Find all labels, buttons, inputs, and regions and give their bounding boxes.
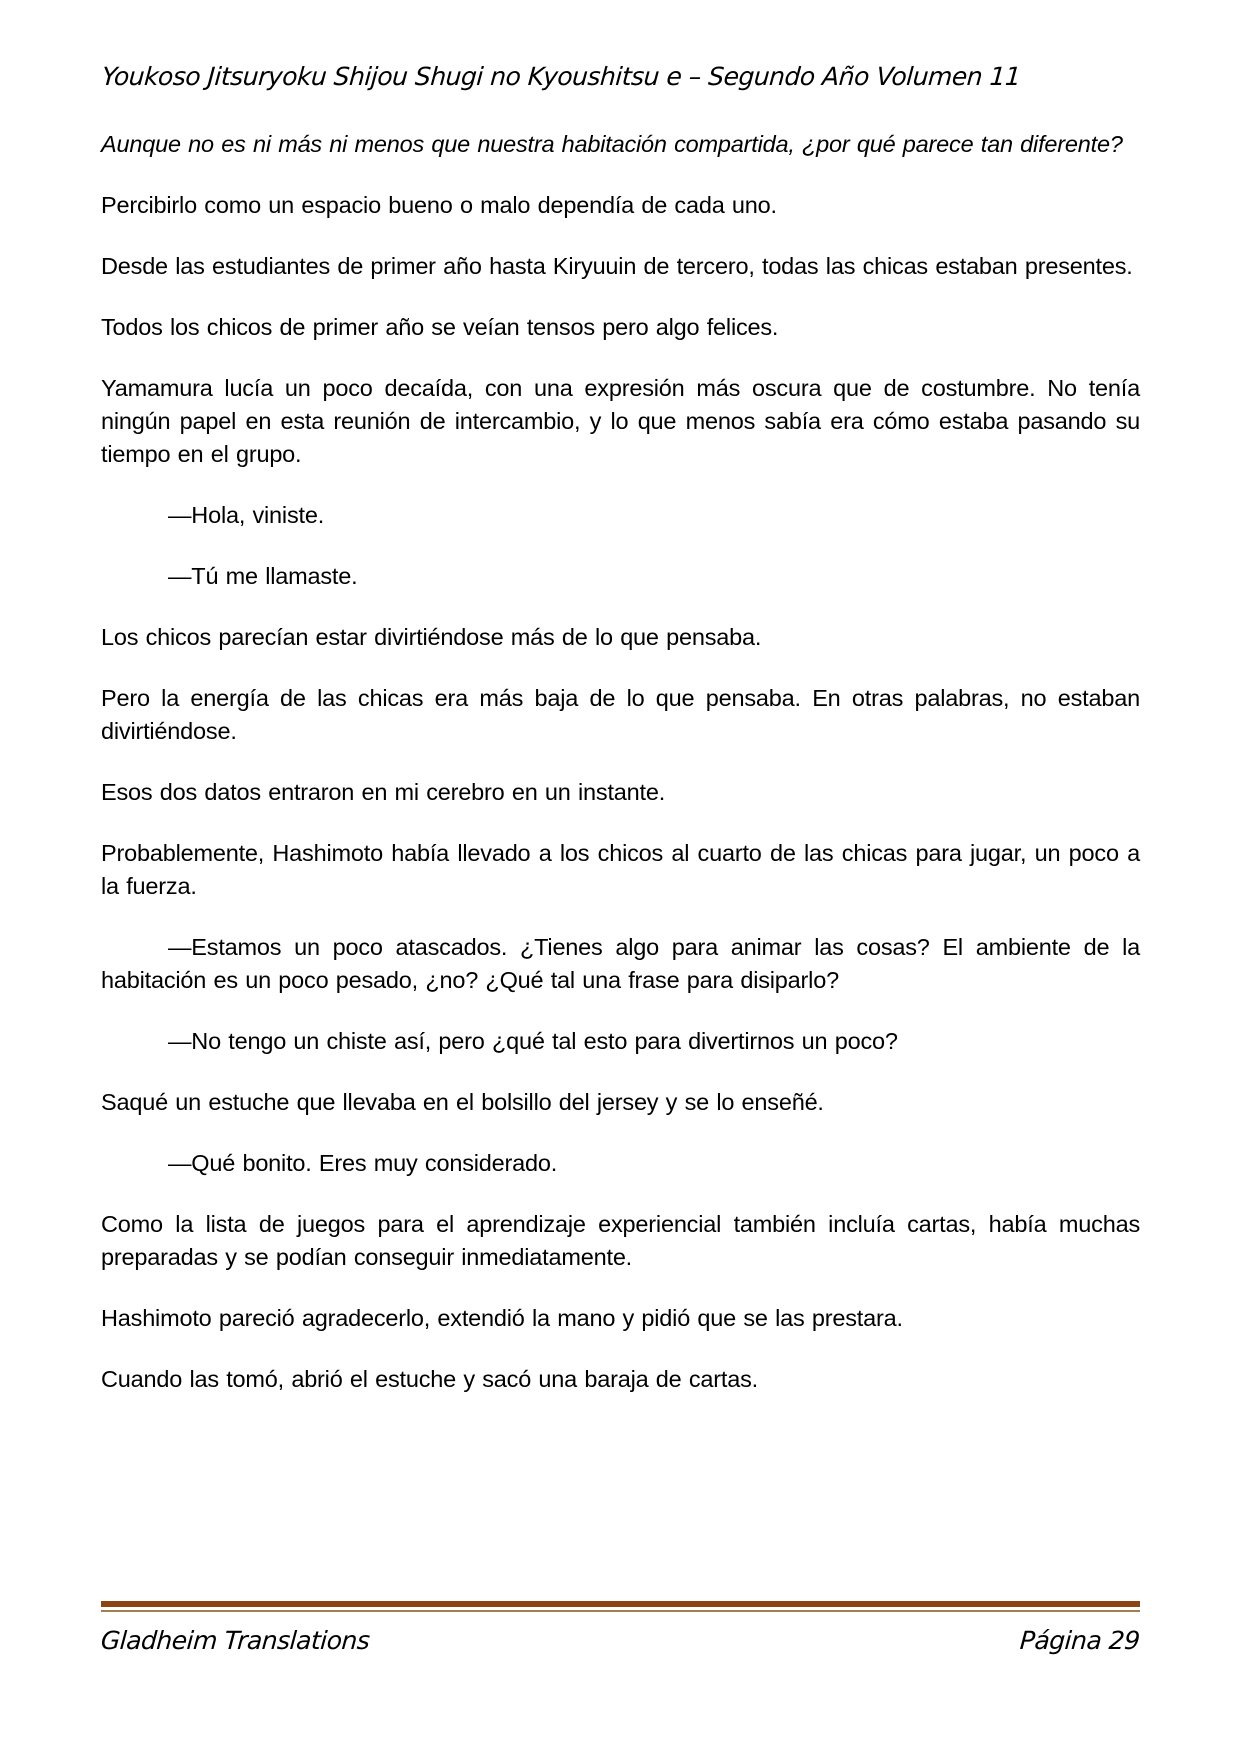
paragraph: Probablemente, Hashimoto había llevado a los chicos al cuarto de las chicas para jugar, un poco a la fuerza. [101,840,1140,899]
body-paragraphs [101,128,1140,1424]
paragraph: —Tú me llamaste. [168,563,358,589]
footer-rule-thin [101,1610,1140,1612]
paragraph: —Qué bonito. Eres muy considerado. [168,1150,558,1176]
page-header-title: Youkoso Jitsuryoku Shijou Shugi no Kyoushitsu e – Segundo Año Volumen 11 [101,62,1022,91]
paragraph: Pero la energía de las chicas era más baja de lo que pensaba. En otras palabras, no estaban divirtiéndose. [101,685,1140,744]
page-footer [101,1601,1140,1655]
footer-rule-thick [101,1601,1140,1607]
paragraph: Hashimoto pareció agradecerlo, extendió la mano y pidió que se las prestara. [101,1305,903,1331]
paragraph: Cuando las tomó, abrió el estuche y sacó una baraja de cartas. [101,1366,758,1392]
footer-brand: Gladheim Translations [99,1626,371,1655]
paragraph: Yamamura lucía un poco decaída, con una expresión más oscura que de costumbre. No tenía ningún papel en esta reunión de intercambio, y lo que menos sabía era cómo estaba pasando su tiempo en el grupo. [101,375,1140,467]
paragraph: —No tengo un chiste así, pero ¿qué tal esto para divertirnos un poco? [168,1028,898,1054]
paragraph: Los chicos parecían estar divirtiéndose más de lo que pensaba. [101,624,762,650]
paragraph: Aunque no es ni más ni menos que nuestra habitación compartida, ¿por qué parece tan diferente? [101,131,1123,157]
paragraph: Como la lista de juegos para el aprendizaje experiencial también incluía cartas, había muchas preparadas y se podían conseguir inmediatamente. [101,1211,1140,1270]
paragraph: —Hola, viniste. [168,502,325,528]
paragraph: Percibirlo como un espacio bueno o malo dependía de cada uno. [101,192,777,218]
paragraph: Desde las estudiantes de primer año hasta Kiryuuin de tercero, todas las chicas estaban presentes. [101,253,1133,279]
paragraph: Esos dos datos entraron en mi cerebro en un instante. [101,779,666,805]
paragraph: Saqué un estuche que llevaba en el bolsillo del jersey y se lo enseñé. [101,1089,824,1115]
paragraph: Todos los chicos de primer año se veían tensos pero algo felices. [101,314,779,340]
paragraph: —Estamos un poco atascados. ¿Tienes algo para animar las cosas? El ambiente de la habitación es un poco pesado, ¿no? ¿Qué tal una frase para disiparlo? [101,934,1140,993]
footer-page-number: Página 29 [1019,1626,1142,1655]
